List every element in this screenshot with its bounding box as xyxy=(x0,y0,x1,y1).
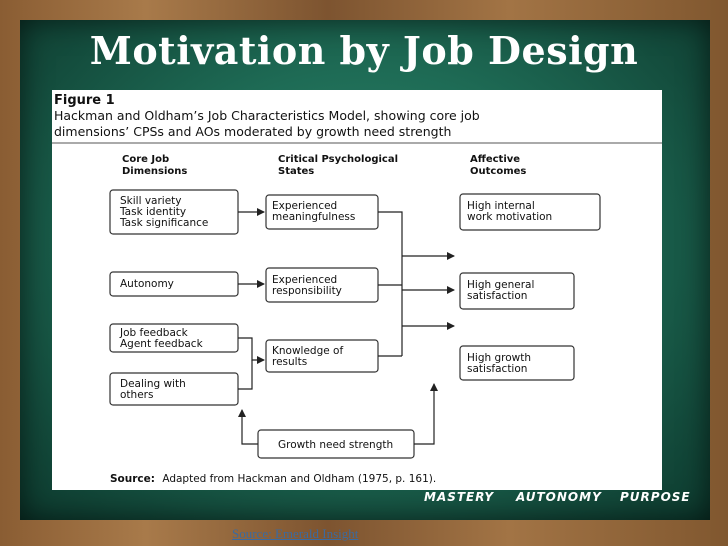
figure-label: Figure 1 xyxy=(54,93,115,108)
knowledge-label-line2: results xyxy=(272,356,308,368)
motivation-label-line1: High internal xyxy=(467,200,535,212)
growth-need-label: Growth need strength xyxy=(278,439,394,451)
figure-caption-line2: dimensions’ CPSs and AOs moderated by growth need strength xyxy=(54,124,452,139)
moderator-arrow-right xyxy=(414,384,434,444)
slide-title: Motivation by Job Design xyxy=(89,28,639,73)
growth-label-line1: High growth xyxy=(467,352,532,364)
figure-source-line xyxy=(110,473,436,485)
model-diagram xyxy=(52,90,662,490)
motivation-label-line2: work motivation xyxy=(467,211,553,223)
knowledge-label-line1: Knowledge of xyxy=(272,345,344,357)
footer-keywords xyxy=(424,490,694,512)
dealing-label-line2: others xyxy=(120,389,154,401)
responsibility-label-line2: responsibility xyxy=(272,285,342,297)
cps-header-line2: States xyxy=(278,166,315,177)
general-label-line1: High general xyxy=(467,279,535,291)
autonomy-word: AUTONOMY xyxy=(516,490,602,504)
purpose-word: PURPOSE xyxy=(620,490,691,504)
ao-header-line1: Affective xyxy=(470,154,521,165)
skill-variety-label: Skill variety xyxy=(120,195,182,207)
figure-source-text: Adapted from Hackman and Oldham (1975, p. 161). xyxy=(162,473,437,485)
trunk-line xyxy=(378,212,402,356)
task-significance-label: Task significance xyxy=(120,217,209,229)
responsibility-label-line1: Experienced xyxy=(272,274,338,286)
autonomy-label: Autonomy xyxy=(120,278,174,290)
core-header-line2: Dimensions xyxy=(122,166,188,177)
agent-feedback-label: Agent feedback xyxy=(120,338,203,350)
mastery-word: MASTERY xyxy=(424,490,495,504)
ao-header-line2: Outcomes xyxy=(470,166,527,177)
growth-label-line2: satisfaction xyxy=(467,363,528,375)
core-header-line1: Core Job xyxy=(122,154,170,165)
meaningfulness-label-line1: Experienced xyxy=(272,200,338,212)
job-characteristics-figure xyxy=(52,90,662,490)
arrow-feedback-to-knowledge xyxy=(238,338,264,360)
job-feedback-label: Job feedback xyxy=(120,327,188,339)
meaningfulness-label-line2: meaningfulness xyxy=(272,211,356,223)
general-label-line2: satisfaction xyxy=(467,290,528,302)
figure-source-label: Source: xyxy=(110,473,155,485)
moderator-arrow-left xyxy=(242,410,258,444)
cps-header-line1: Critical Psychological xyxy=(278,154,399,165)
arrow-dealing-to-knowledge xyxy=(238,360,252,389)
task-identity-label: Task identity xyxy=(120,206,187,218)
figure-caption-line1: Hackman and Oldham’s Job Characteristics Model, showing core job xyxy=(54,108,480,123)
dealing-label-line1: Dealing with xyxy=(120,378,186,390)
source-link[interactable]: Source: Emerald Insight xyxy=(232,526,359,541)
